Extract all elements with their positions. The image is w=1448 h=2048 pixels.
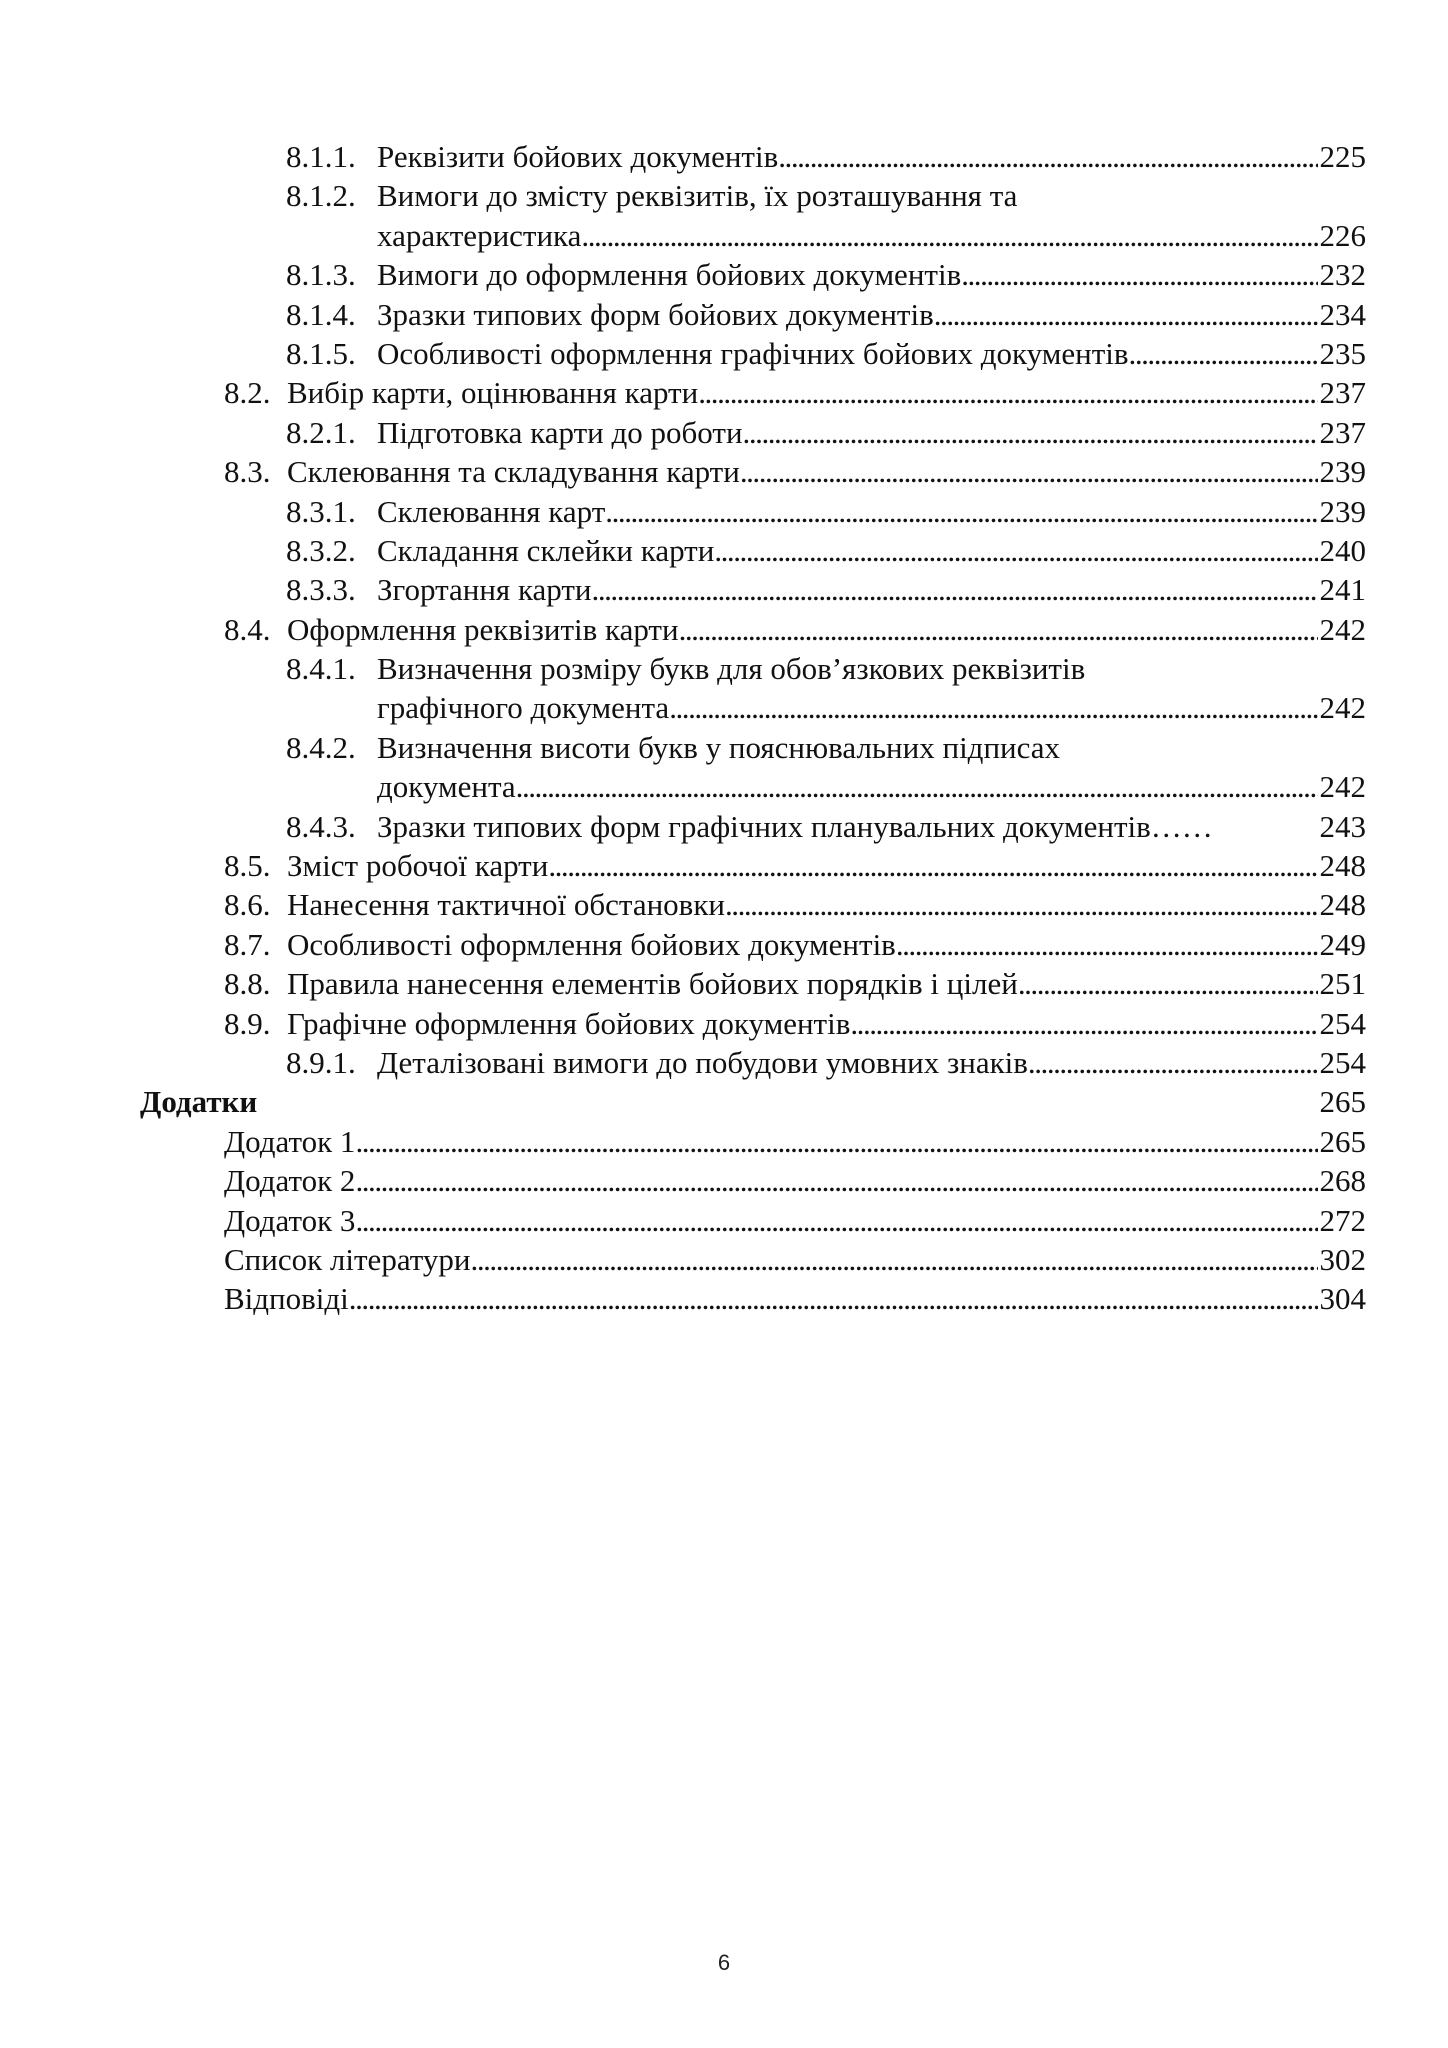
dot-leader (1018, 964, 1318, 1003)
toc-entry-title: Складання склейки карти (377, 532, 715, 568)
toc-entry (0, 767, 1448, 806)
toc-entry-line (287, 452, 1318, 491)
toc-entry-page: 242 (1319, 690, 1366, 726)
toc-entry-line (287, 925, 1318, 964)
toc-entry-title: графічного документа (377, 690, 670, 726)
dot-leader (355, 1161, 1318, 1200)
dot-leader (679, 610, 1318, 649)
toc-entry-number: 8.2.1. (286, 414, 356, 450)
toc-entry-title: Додаток 1 (224, 1123, 356, 1159)
toc-entry-title: Правила нанесення елементів бойових порядків і цілей (287, 966, 1018, 1002)
toc-entry-line (287, 373, 1318, 412)
dot-leader (934, 295, 1318, 334)
toc-entry-line (287, 885, 1318, 924)
toc-entry (0, 137, 1448, 176)
toc-entry-line (224, 1240, 1318, 1279)
dot-leader (349, 1279, 1318, 1318)
toc-entry-page: 249 (1319, 926, 1366, 962)
toc-entry-title: Деталізовані вимоги до побудови умовних знаків (377, 1044, 1028, 1080)
toc-entry-page: 302 (1319, 1241, 1366, 1277)
toc-entry-title: Нанесення тактичної обстановки (287, 887, 725, 923)
toc-entry-page: 234 (1319, 296, 1366, 332)
toc-entry-number: 8.9. (224, 1005, 271, 1041)
toc-entry (0, 452, 1448, 491)
dot-leader (471, 1240, 1318, 1279)
dot-leader (714, 531, 1318, 570)
toc-entry-page: 248 (1319, 848, 1366, 884)
toc-entry (0, 334, 1448, 373)
toc-entry-page: 242 (1319, 611, 1366, 647)
toc-entry-line (287, 1004, 1318, 1043)
toc-entry (0, 807, 1448, 846)
toc-entry-number: 8.4.1. (286, 651, 356, 687)
toc-entry (0, 176, 1448, 215)
toc-entry (0, 728, 1448, 767)
toc-entry (0, 216, 1448, 255)
toc-entry (0, 1004, 1448, 1043)
toc-entry-number: 8.3.3. (286, 572, 356, 608)
toc-entry-title: Вимоги до змісту реквізитів, їх розташування та (377, 178, 1018, 214)
toc-entry-page: 272 (1319, 1202, 1366, 1238)
toc-entry-number: 8.7. (224, 926, 271, 962)
toc-entry-title: Реквізити бойових документів (377, 139, 779, 174)
toc-entry (0, 649, 1448, 688)
toc-entry-number: 8.6. (224, 887, 271, 923)
toc-entry-title: Додаток 3 (224, 1202, 356, 1238)
toc-entry-page: 235 (1319, 335, 1366, 371)
dot-leader (548, 846, 1318, 885)
dot-leader (896, 925, 1318, 964)
dot-leader (743, 413, 1318, 452)
toc-entry-title: Вимоги до оформлення бойових документів (377, 257, 962, 293)
toc-entry-page: 265 (1319, 1084, 1366, 1120)
toc-entry-page: 225 (1319, 139, 1366, 174)
dot-leader (961, 255, 1318, 294)
toc-entry-title: Оформлення реквізитів карти (287, 611, 679, 647)
toc-entry-page: 240 (1319, 532, 1366, 568)
toc-entry (0, 531, 1448, 570)
toc-entry (0, 846, 1448, 885)
dot-leader (355, 1201, 1318, 1240)
toc-entry-title: Визначення розміру букв для обов’язкових реквізитів (377, 651, 1086, 687)
dot-leader (778, 137, 1318, 176)
dot-leader (1129, 334, 1318, 373)
toc-entry-line (377, 295, 1318, 334)
toc-entry-number: 8.2. (224, 375, 271, 411)
toc-entry-line (224, 1201, 1318, 1240)
toc-entry (0, 1201, 1448, 1240)
toc-entry-number: 8.1.4. (286, 296, 356, 332)
toc-entry-line (377, 649, 1366, 688)
toc-entry-page: 254 (1319, 1044, 1366, 1080)
toc-entry-line (377, 570, 1318, 609)
toc-entry (0, 1122, 1448, 1161)
dot-leader (605, 492, 1318, 531)
toc-entry (0, 373, 1448, 412)
toc-entry-page: 251 (1319, 966, 1366, 1002)
toc-entry-line (377, 216, 1318, 255)
toc-entry-line (287, 610, 1318, 649)
toc-entry (0, 255, 1448, 294)
toc-entry-line (377, 492, 1318, 531)
toc-entry-title: Зразки типових форм графічних планувальних документів…… (377, 808, 1213, 844)
dot-leader (698, 373, 1318, 412)
toc-entry-page: 241 (1319, 572, 1366, 608)
toc-entry-title: Склеювання карт (377, 493, 606, 529)
toc-entry (0, 1279, 1448, 1318)
toc-entry-line (287, 846, 1318, 885)
toc-entry-line (377, 334, 1318, 373)
toc-entry-line (377, 688, 1318, 727)
toc-entry (0, 570, 1448, 609)
toc-entry-number: 8.5. (224, 848, 271, 884)
dot-leader (740, 452, 1318, 491)
toc-entry-number: 8.1.3. (286, 257, 356, 293)
toc-entry (0, 1240, 1448, 1279)
toc-entry-line (224, 1122, 1318, 1161)
table-of-contents (0, 137, 1448, 1319)
toc-entry (0, 492, 1448, 531)
toc-entry-page: 239 (1319, 493, 1366, 529)
toc-entry (0, 295, 1448, 334)
toc-entry-title: Визначення висоти букв у пояснювальних підписах (377, 729, 1061, 765)
toc-entry-line (377, 255, 1318, 294)
dot-leader (581, 216, 1318, 255)
toc-entry-title: Додатки (140, 1084, 258, 1120)
toc-entry-title: Особливості оформлення графічних бойових документів (377, 335, 1129, 371)
toc-entry-title: Список літератури (224, 1241, 471, 1277)
toc-entry (0, 1082, 1448, 1121)
toc-entry-title: Підготовка карти до роботи (377, 414, 743, 450)
toc-entry-title: Графічне оформлення бойових документів (287, 1005, 851, 1041)
toc-entry-number: 8.3.2. (286, 532, 356, 568)
toc-entry-title: Відповіді (224, 1281, 349, 1317)
toc-entry-line (377, 807, 1318, 846)
toc-entry (0, 885, 1448, 924)
toc-entry-line (224, 1279, 1318, 1318)
toc-entry-line (224, 1161, 1318, 1200)
toc-entry-title: Зміст робочої карти (287, 848, 549, 884)
toc-entry (0, 610, 1448, 649)
toc-entry-title: Згортання карти (377, 572, 592, 608)
toc-entry-number: 8.4.3. (286, 808, 356, 844)
toc-entry-number: 8.4.2. (286, 729, 356, 765)
toc-entry-page: 237 (1319, 375, 1366, 411)
toc-entry-page: 248 (1319, 887, 1366, 923)
toc-entry-page: 304 (1319, 1281, 1366, 1317)
toc-entry-number: 8.1.5. (286, 335, 356, 371)
toc-entry (0, 413, 1448, 452)
toc-entry (0, 1161, 1448, 1200)
toc-entry (0, 925, 1448, 964)
toc-entry-number: 8.8. (224, 966, 271, 1002)
page-number: 6 (717, 1950, 731, 1975)
dot-leader (1028, 1043, 1318, 1082)
toc-entry-page: 226 (1319, 217, 1366, 253)
toc-entry-line (287, 964, 1318, 1003)
toc-entry-title: характеристика (377, 217, 582, 253)
toc-entry-line (377, 137, 1318, 176)
toc-entry-number: 8.3.1. (286, 493, 356, 529)
toc-entry-line (377, 176, 1366, 215)
toc-entry-line (140, 1082, 1318, 1121)
toc-entry-number: 8.1.2. (286, 178, 356, 214)
dot-leader (850, 1004, 1318, 1043)
toc-entry-title: документа (377, 769, 516, 805)
toc-entry-page: 243 (1319, 808, 1366, 844)
toc-entry-page: 237 (1319, 414, 1366, 450)
dot-leader (516, 767, 1318, 806)
toc-entry-line (377, 531, 1318, 570)
toc-entry-title: Зразки типових форм бойових документів (377, 296, 934, 332)
toc-entry-number: 8.3. (224, 454, 271, 490)
toc-entry-line (377, 728, 1366, 767)
toc-entry-number: 8.1.1. (286, 139, 356, 174)
dot-leader (355, 1122, 1318, 1161)
dot-leader (669, 688, 1318, 727)
toc-entry-title: Вибір карти, оцінювання карти (287, 375, 699, 411)
dot-leader (592, 570, 1318, 609)
toc-entry-page: 254 (1319, 1005, 1366, 1041)
toc-entry-line (377, 1043, 1318, 1082)
toc-entry-title: Склеювання та складування карти (287, 454, 740, 490)
toc-entry-page: 242 (1319, 769, 1366, 805)
toc-entry-page: 265 (1319, 1123, 1366, 1159)
dot-leader (725, 885, 1318, 924)
toc-entry-title: Додаток 2 (224, 1163, 356, 1199)
toc-entry-title: Особливості оформлення бойових документів (287, 926, 896, 962)
toc-entry (0, 688, 1448, 727)
toc-entry-number: 8.9.1. (286, 1044, 356, 1080)
toc-entry-page: 268 (1319, 1163, 1366, 1199)
toc-entry-page: 232 (1319, 257, 1366, 293)
toc-entry-line (377, 413, 1318, 452)
toc-entry (0, 964, 1448, 1003)
toc-entry-line (377, 767, 1318, 806)
toc-entry-number: 8.4. (224, 611, 271, 647)
toc-entry-page: 239 (1319, 454, 1366, 490)
toc-entry (0, 1043, 1448, 1082)
